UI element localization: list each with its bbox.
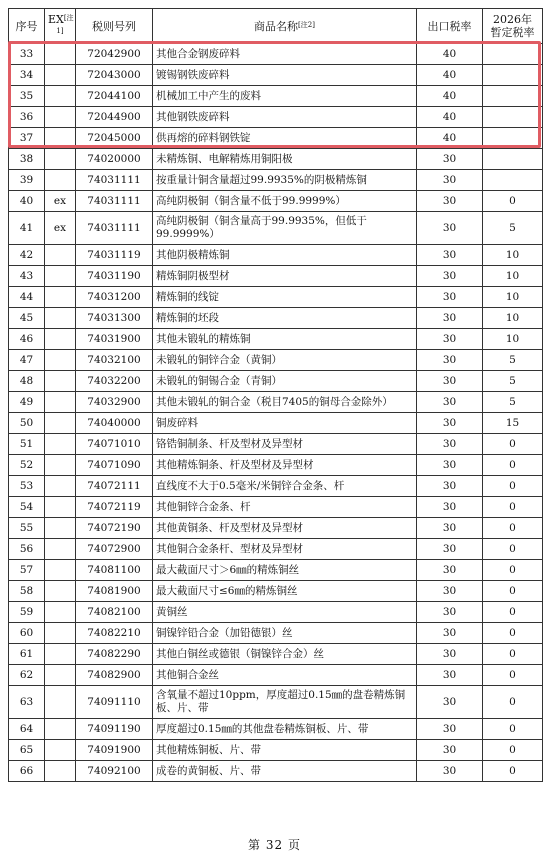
cell-seq: 60 — [9, 623, 45, 644]
cell-code: 72043000 — [76, 65, 153, 86]
cell-ex — [45, 86, 76, 107]
table-row — [9, 191, 543, 212]
cell-temp-rate: 0 — [483, 581, 543, 602]
cell-name: 其他铜合金丝 — [153, 665, 417, 686]
cell-rate: 30 — [417, 191, 483, 212]
cell-name: 高纯阴极铜（铜含量高于99.9935%，但低于99.9999%） — [153, 212, 417, 245]
cell-ex — [45, 287, 76, 308]
cell-name: 精炼铜的坯段 — [153, 308, 417, 329]
cell-temp-rate: 0 — [483, 740, 543, 761]
cell-ex: ex — [45, 191, 76, 212]
cell-rate: 30 — [417, 740, 483, 761]
cell-seq: 56 — [9, 539, 45, 560]
header-code: 税则号列 — [76, 9, 153, 44]
cell-temp-rate — [483, 128, 543, 149]
cell-code: 74091190 — [76, 719, 153, 740]
cell-seq: 46 — [9, 329, 45, 350]
cell-temp-rate: 5 — [483, 371, 543, 392]
cell-name: 其他未锻轧的精炼铜 — [153, 329, 417, 350]
cell-rate: 30 — [417, 719, 483, 740]
cell-temp-rate: 0 — [483, 497, 543, 518]
table-row — [9, 518, 543, 539]
cell-code: 74031111 — [76, 191, 153, 212]
page-number: 第 32 页 — [248, 838, 301, 852]
cell-name: 按重量计铜含量超过99.9935%的阴极精炼铜 — [153, 170, 417, 191]
cell-name: 最大截面尺寸＞6㎜的精炼铜丝 — [153, 560, 417, 581]
cell-name: 机械加工中产生的废料 — [153, 86, 417, 107]
table-row — [9, 623, 543, 644]
table-header-row — [9, 9, 543, 44]
cell-rate: 30 — [417, 761, 483, 782]
cell-rate: 40 — [417, 65, 483, 86]
cell-seq: 40 — [9, 191, 45, 212]
cell-code: 74020000 — [76, 149, 153, 170]
cell-name: 铬锆铜制条、杆及型材及异型材 — [153, 434, 417, 455]
header-rate: 出口税率 — [417, 9, 483, 44]
cell-ex — [45, 65, 76, 86]
cell-seq: 53 — [9, 476, 45, 497]
cell-code: 74091900 — [76, 740, 153, 761]
cell-ex — [45, 602, 76, 623]
cell-code: 74031300 — [76, 308, 153, 329]
table-row — [9, 86, 543, 107]
cell-temp-rate: 10 — [483, 266, 543, 287]
table-row — [9, 761, 543, 782]
table-row — [9, 560, 543, 581]
cell-seq: 58 — [9, 581, 45, 602]
cell-ex — [45, 740, 76, 761]
cell-ex — [45, 149, 76, 170]
cell-temp-rate: 0 — [483, 665, 543, 686]
cell-seq: 34 — [9, 65, 45, 86]
cell-temp-rate: 0 — [483, 434, 543, 455]
cell-code: 74031111 — [76, 170, 153, 191]
cell-ex — [45, 329, 76, 350]
cell-code: 74091110 — [76, 686, 153, 719]
table-row — [9, 329, 543, 350]
cell-ex — [45, 128, 76, 149]
cell-seq: 35 — [9, 86, 45, 107]
table-body — [9, 44, 543, 782]
cell-ex — [45, 686, 76, 719]
table-row — [9, 497, 543, 518]
cell-name: 其他铜合金条杆、型材及异型材 — [153, 539, 417, 560]
cell-rate: 30 — [417, 644, 483, 665]
cell-name: 其他阴极精炼铜 — [153, 245, 417, 266]
cell-rate: 30 — [417, 518, 483, 539]
cell-temp-rate: 10 — [483, 287, 543, 308]
table-row — [9, 719, 543, 740]
cell-temp-rate: 5 — [483, 392, 543, 413]
cell-seq: 64 — [9, 719, 45, 740]
table-row — [9, 65, 543, 86]
cell-seq: 59 — [9, 602, 45, 623]
cell-ex — [45, 761, 76, 782]
table-row — [9, 602, 543, 623]
cell-seq: 36 — [9, 107, 45, 128]
cell-ex — [45, 518, 76, 539]
cell-rate: 30 — [417, 350, 483, 371]
cell-seq: 62 — [9, 665, 45, 686]
cell-name: 精炼铜的线锭 — [153, 287, 417, 308]
cell-ex — [45, 560, 76, 581]
tariff-table — [8, 8, 543, 782]
cell-name: 厚度超过0.15㎜的其他盘卷精炼铜板、片、带 — [153, 719, 417, 740]
cell-ex — [45, 413, 76, 434]
table-row — [9, 392, 543, 413]
cell-rate: 30 — [417, 560, 483, 581]
table-row — [9, 413, 543, 434]
cell-name: 其他钢铁废碎料 — [153, 107, 417, 128]
cell-rate: 30 — [417, 266, 483, 287]
cell-name: 其他精炼铜板、片、带 — [153, 740, 417, 761]
table-row — [9, 371, 543, 392]
cell-seq: 48 — [9, 371, 45, 392]
cell-code: 72042900 — [76, 44, 153, 65]
cell-name: 供再熔的碎料钢铁锭 — [153, 128, 417, 149]
cell-seq: 63 — [9, 686, 45, 719]
cell-seq: 49 — [9, 392, 45, 413]
cell-code: 74072190 — [76, 518, 153, 539]
cell-ex — [45, 644, 76, 665]
cell-rate: 30 — [417, 170, 483, 191]
cell-seq: 54 — [9, 497, 45, 518]
table-row — [9, 128, 543, 149]
cell-ex — [45, 170, 76, 191]
cell-code: 74072900 — [76, 539, 153, 560]
cell-temp-rate: 0 — [483, 761, 543, 782]
cell-code: 74071010 — [76, 434, 153, 455]
cell-ex — [45, 476, 76, 497]
cell-seq: 50 — [9, 413, 45, 434]
cell-rate: 30 — [417, 212, 483, 245]
cell-seq: 38 — [9, 149, 45, 170]
table-row — [9, 686, 543, 719]
cell-code: 74081100 — [76, 560, 153, 581]
table-row — [9, 287, 543, 308]
cell-code: 74032900 — [76, 392, 153, 413]
cell-code: 74031119 — [76, 245, 153, 266]
header-seq: 序号 — [9, 9, 45, 44]
cell-code: 74072111 — [76, 476, 153, 497]
cell-rate: 30 — [417, 497, 483, 518]
cell-temp-rate: 10 — [483, 245, 543, 266]
table-row — [9, 212, 543, 245]
cell-rate: 30 — [417, 665, 483, 686]
table-row — [9, 245, 543, 266]
table-row — [9, 455, 543, 476]
table-row — [9, 644, 543, 665]
cell-ex — [45, 497, 76, 518]
cell-code: 74082100 — [76, 602, 153, 623]
cell-seq: 57 — [9, 560, 45, 581]
cell-rate: 30 — [417, 392, 483, 413]
cell-seq: 66 — [9, 761, 45, 782]
cell-temp-rate: 0 — [483, 644, 543, 665]
cell-name: 其他黄铜条、杆及型材及异型材 — [153, 518, 417, 539]
header-name-note: [注2] — [298, 20, 315, 29]
cell-seq: 51 — [9, 434, 45, 455]
cell-rate: 30 — [417, 329, 483, 350]
cell-rate: 30 — [417, 602, 483, 623]
table-row — [9, 266, 543, 287]
cell-ex — [45, 266, 76, 287]
cell-temp-rate: 0 — [483, 623, 543, 644]
table-row — [9, 665, 543, 686]
table-row — [9, 350, 543, 371]
cell-name: 其他铜锌合金条、杆 — [153, 497, 417, 518]
cell-rate: 30 — [417, 287, 483, 308]
table-row — [9, 170, 543, 191]
table-row — [9, 740, 543, 761]
cell-rate: 30 — [417, 413, 483, 434]
cell-name: 其他精炼铜条、杆及型材及异型材 — [153, 455, 417, 476]
cell-name: 其他合金钢废碎料 — [153, 44, 417, 65]
cell-rate: 30 — [417, 539, 483, 560]
cell-ex — [45, 350, 76, 371]
cell-code: 72044100 — [76, 86, 153, 107]
cell-temp-rate: 0 — [483, 560, 543, 581]
cell-name: 成卷的黄铜板、片、带 — [153, 761, 417, 782]
cell-rate: 40 — [417, 44, 483, 65]
cell-temp-rate: 0 — [483, 719, 543, 740]
table-row — [9, 434, 543, 455]
cell-seq: 42 — [9, 245, 45, 266]
cell-ex — [45, 539, 76, 560]
cell-seq: 52 — [9, 455, 45, 476]
cell-ex — [45, 308, 76, 329]
table-row — [9, 107, 543, 128]
cell-rate: 30 — [417, 623, 483, 644]
cell-rate: 40 — [417, 107, 483, 128]
cell-code: 74031900 — [76, 329, 153, 350]
cell-seq: 45 — [9, 308, 45, 329]
cell-seq: 44 — [9, 287, 45, 308]
cell-ex — [45, 392, 76, 413]
cell-name: 直线度不大于0.5毫米/米铜锌合金条、杆 — [153, 476, 417, 497]
cell-temp-rate: 10 — [483, 329, 543, 350]
cell-temp-rate — [483, 65, 543, 86]
cell-code: 74072119 — [76, 497, 153, 518]
cell-name: 镀锡钢铁废碎料 — [153, 65, 417, 86]
cell-name: 铜镍锌铅合金（加铅德银）丝 — [153, 623, 417, 644]
cell-code: 74040000 — [76, 413, 153, 434]
cell-name: 含氧量不超过10ppm，厚度超过0.15㎜的盘卷精炼铜板、片、带 — [153, 686, 417, 719]
cell-name: 黄铜丝 — [153, 602, 417, 623]
cell-name: 精炼铜阴极型材 — [153, 266, 417, 287]
cell-temp-rate — [483, 44, 543, 65]
cell-ex — [45, 581, 76, 602]
cell-name: 其他白铜丝或德银（铜镍锌合金）丝 — [153, 644, 417, 665]
cell-seq: 39 — [9, 170, 45, 191]
table-row — [9, 581, 543, 602]
cell-temp-rate — [483, 170, 543, 191]
cell-seq: 61 — [9, 644, 45, 665]
header-ex-note: [注1] — [56, 14, 74, 35]
cell-seq: 65 — [9, 740, 45, 761]
cell-temp-rate — [483, 86, 543, 107]
cell-code: 74082290 — [76, 644, 153, 665]
cell-seq: 37 — [9, 128, 45, 149]
cell-name: 铜废碎料 — [153, 413, 417, 434]
cell-code: 74031200 — [76, 287, 153, 308]
cell-temp-rate: 10 — [483, 308, 543, 329]
cell-seq: 55 — [9, 518, 45, 539]
cell-temp-rate: 0 — [483, 191, 543, 212]
cell-temp-rate: 5 — [483, 212, 543, 245]
cell-name: 其他未锻轧的铜合金（税目7405的铜母合金除外） — [153, 392, 417, 413]
cell-ex — [45, 623, 76, 644]
cell-temp-rate: 0 — [483, 518, 543, 539]
cell-temp-rate: 15 — [483, 413, 543, 434]
cell-rate: 30 — [417, 245, 483, 266]
cell-temp-rate: 5 — [483, 350, 543, 371]
cell-rate: 30 — [417, 149, 483, 170]
table-row — [9, 149, 543, 170]
cell-rate: 30 — [417, 434, 483, 455]
cell-ex — [45, 371, 76, 392]
cell-temp-rate — [483, 149, 543, 170]
cell-temp-rate: 0 — [483, 686, 543, 719]
cell-rate: 30 — [417, 308, 483, 329]
header-name: 商品名称[注2] — [153, 9, 417, 44]
cell-name: 最大截面尺寸≤6㎜的精炼铜丝 — [153, 581, 417, 602]
cell-ex — [45, 245, 76, 266]
cell-ex — [45, 107, 76, 128]
cell-code: 74071090 — [76, 455, 153, 476]
cell-rate: 30 — [417, 476, 483, 497]
table-row — [9, 476, 543, 497]
cell-seq: 43 — [9, 266, 45, 287]
table-row — [9, 539, 543, 560]
cell-ex — [45, 665, 76, 686]
cell-ex — [45, 44, 76, 65]
cell-ex — [45, 455, 76, 476]
cell-code: 74081900 — [76, 581, 153, 602]
cell-temp-rate: 0 — [483, 539, 543, 560]
cell-ex — [45, 434, 76, 455]
cell-code: 74031111 — [76, 212, 153, 245]
cell-code: 74092100 — [76, 761, 153, 782]
cell-name: 未锻轧的铜锡合金（青铜） — [153, 371, 417, 392]
cell-rate: 40 — [417, 128, 483, 149]
cell-name: 未锻轧的铜锌合金（黄铜） — [153, 350, 417, 371]
cell-name: 未精炼铜、电解精炼用铜阳极 — [153, 149, 417, 170]
table-row — [9, 44, 543, 65]
cell-rate: 40 — [417, 86, 483, 107]
header-temp-rate: 2026年 暂定税率 — [483, 9, 543, 44]
cell-name: 高纯阴极铜（铜含量不低于99.9999%） — [153, 191, 417, 212]
cell-code: 72044900 — [76, 107, 153, 128]
cell-code: 74032100 — [76, 350, 153, 371]
cell-rate: 30 — [417, 581, 483, 602]
cell-rate: 30 — [417, 371, 483, 392]
cell-code: 74082900 — [76, 665, 153, 686]
table-row — [9, 308, 543, 329]
cell-seq: 47 — [9, 350, 45, 371]
cell-seq: 41 — [9, 212, 45, 245]
cell-code: 74031190 — [76, 266, 153, 287]
cell-code: 74032200 — [76, 371, 153, 392]
cell-temp-rate: 0 — [483, 602, 543, 623]
cell-code: 72045000 — [76, 128, 153, 149]
cell-temp-rate: 0 — [483, 476, 543, 497]
cell-rate: 30 — [417, 686, 483, 719]
cell-temp-rate: 0 — [483, 455, 543, 476]
cell-ex: ex — [45, 212, 76, 245]
header-ex: EX[注1] — [45, 9, 76, 44]
cell-ex — [45, 719, 76, 740]
cell-rate: 30 — [417, 455, 483, 476]
cell-seq: 33 — [9, 44, 45, 65]
cell-code: 74082210 — [76, 623, 153, 644]
cell-temp-rate — [483, 107, 543, 128]
